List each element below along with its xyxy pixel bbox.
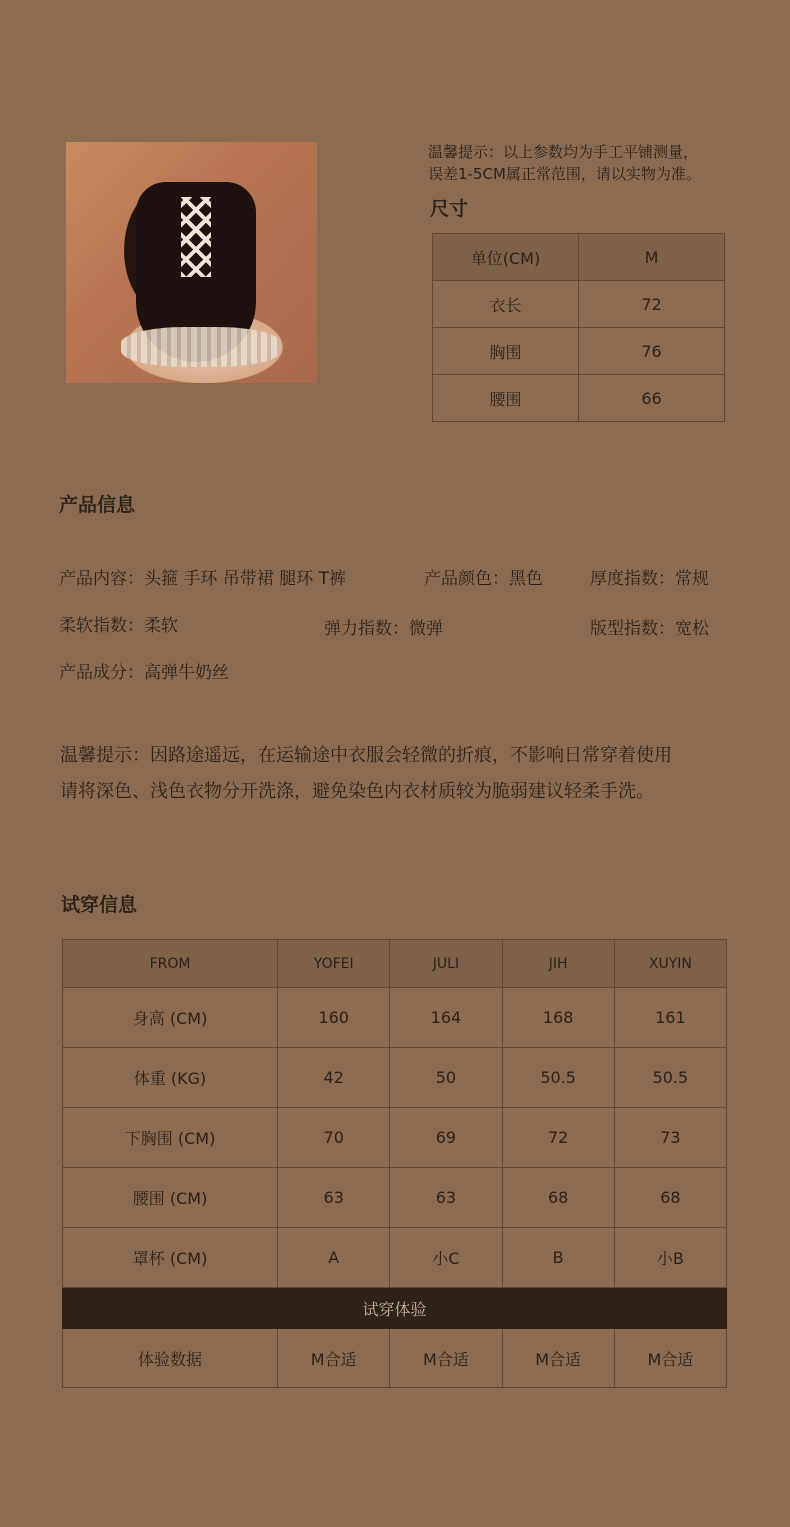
header-cell: FROM <box>63 940 278 988</box>
table-cell: A <box>278 1228 390 1288</box>
product-elasticity: 弹力指数：微弹 <box>324 619 443 639</box>
lace-hem <box>121 327 281 367</box>
product-fit: 版型指数：宽松 <box>590 619 709 639</box>
table-cell: 42 <box>278 1048 390 1108</box>
measurement-tip <box>428 141 748 185</box>
product-color: 产品颜色：黑色 <box>424 569 543 589</box>
table-cell: 50 <box>390 1048 502 1108</box>
table-cell: 68 <box>502 1168 614 1228</box>
table-cell: 腰围 <box>433 375 579 422</box>
lace-up-ribbon <box>181 197 211 277</box>
table-cell: 下胸围 (CM) <box>63 1108 278 1168</box>
table-row <box>63 1168 727 1228</box>
header-cell: XUYIN <box>614 940 726 988</box>
table-cell: 161 <box>614 988 726 1048</box>
table-row <box>63 1108 727 1168</box>
table-cell: M合适 <box>502 1329 614 1388</box>
product-material: 产品成分：高弹牛奶丝 <box>59 663 229 683</box>
table-cell: 身高 (CM) <box>63 988 278 1048</box>
table-cell: 体重 (KG) <box>63 1048 278 1108</box>
table-cell: 66 <box>579 375 725 422</box>
table-cell: 衣长 <box>433 281 579 328</box>
size-table <box>432 233 725 422</box>
table-cell: B <box>502 1228 614 1288</box>
measurement-tip-line2: 误差1-5CM属正常范围，请以实物为准。 <box>428 165 701 183</box>
table-cell: 160 <box>278 988 390 1048</box>
table-cell: 体验数据 <box>63 1329 278 1388</box>
header-cell: M <box>579 234 725 281</box>
header-cell: JULI <box>390 940 502 988</box>
table-cell: 罩杯 (CM) <box>63 1228 278 1288</box>
table-cell: 50.5 <box>502 1048 614 1108</box>
table-row <box>63 1329 727 1388</box>
table-cell: 小B <box>614 1228 726 1288</box>
product-content: 产品内容：头箍 手环 吊带裙 腿环 T裤 <box>59 569 346 589</box>
table-cell: 70 <box>278 1108 390 1168</box>
table-row <box>433 375 725 422</box>
table-row <box>63 1228 727 1288</box>
table-cell: 72 <box>579 281 725 328</box>
product-softness: 柔软指数：柔软 <box>59 616 178 636</box>
product-photo <box>66 142 317 383</box>
table-row <box>63 988 727 1048</box>
product-info-title: 产品信息 <box>59 494 136 516</box>
table-cell: M合适 <box>390 1329 502 1388</box>
try-on-header <box>63 940 727 988</box>
table-cell: 63 <box>278 1168 390 1228</box>
header-cell: 单位(CM) <box>433 234 579 281</box>
band-label: 试穿体验 <box>63 1288 727 1329</box>
table-row <box>433 328 725 375</box>
header-cell: JIH <box>502 940 614 988</box>
try-on-title: 试穿信息 <box>61 894 138 916</box>
try-on-table <box>62 939 727 1388</box>
table-cell: 腰围 (CM) <box>63 1168 278 1228</box>
header-cell: YOFEI <box>278 940 390 988</box>
table-cell: 69 <box>390 1108 502 1168</box>
table-cell: 168 <box>502 988 614 1048</box>
product-thickness: 厚度指数：常规 <box>590 569 709 589</box>
table-cell: 72 <box>502 1108 614 1168</box>
table-cell: 小C <box>390 1228 502 1288</box>
table-row <box>63 1048 727 1108</box>
table-cell: M合适 <box>278 1329 390 1388</box>
notice-line1: 温馨提示：因路途遥远，在运输途中衣服会轻微的折痕，不影响日常穿着使用 <box>60 745 672 766</box>
table-cell: 73 <box>614 1108 726 1168</box>
table-cell: 164 <box>390 988 502 1048</box>
notice-line2: 请将深色、浅色衣物分开洗涤，避免染色内衣材质较为脆弱建议轻柔手洗。 <box>60 781 654 802</box>
try-on-experience-band <box>63 1288 727 1329</box>
table-cell: 63 <box>390 1168 502 1228</box>
table-row <box>433 281 725 328</box>
table-cell: 68 <box>614 1168 726 1228</box>
table-cell: 76 <box>579 328 725 375</box>
size-table-header <box>433 234 725 281</box>
table-cell: 胸围 <box>433 328 579 375</box>
size-title: 尺寸 <box>430 198 469 220</box>
table-cell: M合适 <box>614 1329 726 1388</box>
table-cell: 50.5 <box>614 1048 726 1108</box>
measurement-tip-line1: 温馨提示：以上参数均为手工平铺测量， <box>428 143 699 161</box>
